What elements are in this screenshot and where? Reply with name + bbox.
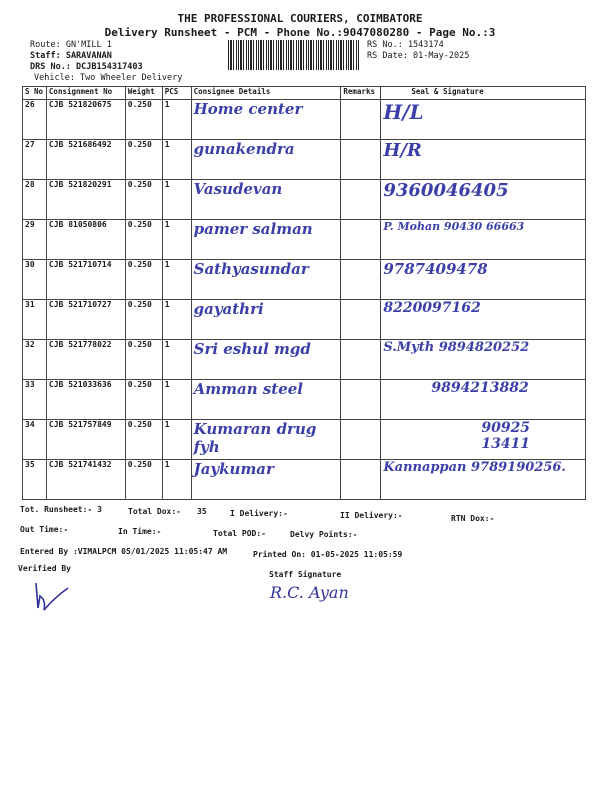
row-sno: 28 xyxy=(23,180,47,220)
row-weight: 0.250 xyxy=(125,220,162,260)
row-consignee: Sathyasundar xyxy=(191,260,341,300)
row-sno: 35 xyxy=(23,460,47,500)
row-pcs: 1 xyxy=(162,340,191,380)
row-sno: 27 xyxy=(23,140,47,180)
entered-by: Entered By :VIMALPCM 05/01/2025 11:05:47 AM xyxy=(20,547,228,556)
row-sno: 34 xyxy=(23,420,47,460)
row-sno: 30 xyxy=(23,260,47,300)
rs-date: RS Date: 01-May-2025 xyxy=(367,51,470,61)
verified-by-label: Verified By xyxy=(18,564,71,573)
table-header-row xyxy=(23,87,586,100)
row-consignment: CJB 521710727 xyxy=(46,300,125,340)
row-remarks xyxy=(341,300,381,340)
staff-signature-label: Staff Signature xyxy=(269,570,342,579)
row-consignment: CJB 521820675 xyxy=(46,100,125,140)
row-pcs: 1 xyxy=(162,100,191,140)
row-seal: H/L xyxy=(381,100,586,140)
row-remarks xyxy=(341,260,381,300)
row-consignment: CJB 521778022 xyxy=(46,340,125,380)
delvy-points-label: Delvy Points:- xyxy=(290,530,358,539)
row-consignment: CJB 521820291 xyxy=(46,180,125,220)
row-remarks xyxy=(341,180,381,220)
row-weight: 0.250 xyxy=(125,420,162,460)
row-seal: 8220097162 xyxy=(381,300,586,340)
table-row xyxy=(23,380,586,420)
row-consignee: gayathri xyxy=(191,300,341,340)
row-consignment: CJB 521033636 xyxy=(46,380,125,420)
staff-signature-image: R.C. Ayan xyxy=(270,583,349,602)
table-row xyxy=(23,300,586,340)
row-consignment: CJB 81050806 xyxy=(46,220,125,260)
row-seal: 90925 13411 xyxy=(381,420,586,460)
row-pcs: 1 xyxy=(162,460,191,500)
staff-label: Staff: SARAVANAN xyxy=(30,51,112,61)
row-sno: 31 xyxy=(23,300,47,340)
row-weight: 0.250 xyxy=(125,460,162,500)
row-seal: H/R xyxy=(381,140,586,180)
row-seal: 9787409478 xyxy=(381,260,586,300)
row-pcs: 1 xyxy=(162,300,191,340)
verified-signature-image xyxy=(28,578,78,618)
row-remarks xyxy=(341,460,381,500)
page-subtitle: Delivery Runsheet - PCM - Phone No.:9047080280 - Page No.:3 xyxy=(104,26,496,39)
row-sno: 32 xyxy=(23,340,47,380)
table-row xyxy=(23,100,586,140)
row-pcs: 1 xyxy=(162,180,191,220)
col-header-pcs: PCS xyxy=(162,87,191,100)
row-sno: 29 xyxy=(23,220,47,260)
row-consignee: pamer salman xyxy=(191,220,341,260)
row-remarks xyxy=(341,340,381,380)
rs-number: RS No.: 1543174 xyxy=(367,40,444,50)
row-remarks xyxy=(341,220,381,260)
row-pcs: 1 xyxy=(162,140,191,180)
row-consignment: CJB 521757849 xyxy=(46,420,125,460)
col-header-consignee: Consignee Details xyxy=(191,87,341,100)
row-seal: 9360046405 xyxy=(381,180,586,220)
row-remarks xyxy=(341,100,381,140)
row-weight: 0.250 xyxy=(125,180,162,220)
total-pod-label: Total POD:- xyxy=(213,529,266,538)
col-header-weight: Weight xyxy=(125,87,162,100)
row-seal: S.Myth 9894820252 xyxy=(381,340,586,380)
total-dox-value: 35 xyxy=(197,507,207,516)
table-row xyxy=(23,180,586,220)
table-row xyxy=(23,260,586,300)
row-consignment: CJB 521686492 xyxy=(46,140,125,180)
row-consignee: gunakendra xyxy=(191,140,341,180)
printed-on: Printed On: 01-05-2025 11:05:59 xyxy=(253,550,403,559)
row-consignee: Amman steel xyxy=(191,380,341,420)
row-weight: 0.250 xyxy=(125,100,162,140)
row-seal: 9894213882 xyxy=(381,380,586,420)
row-pcs: 1 xyxy=(162,260,191,300)
row-sno: 33 xyxy=(23,380,47,420)
row-consignment: CJB 521710714 xyxy=(46,260,125,300)
row-remarks xyxy=(341,380,381,420)
row-consignee: Home center xyxy=(191,100,341,140)
row-remarks xyxy=(341,420,381,460)
row-weight: 0.250 xyxy=(125,140,162,180)
row-weight: 0.250 xyxy=(125,340,162,380)
row-consignment: CJB 521741432 xyxy=(46,460,125,500)
col-header-seal: Seal & Signature xyxy=(381,87,586,100)
vehicle-label: Vehicle: Two Wheeler Delivery xyxy=(34,73,183,83)
row-pcs: 1 xyxy=(162,420,191,460)
runsheet-table xyxy=(22,86,586,500)
col-header-remarks: Remarks xyxy=(341,87,381,100)
table-row xyxy=(23,220,586,260)
row-consignee: Jaykumar xyxy=(191,460,341,500)
row-consignee: Kumaran drug fyh xyxy=(191,420,341,460)
total-dox-label: Total Dox:- xyxy=(128,507,181,516)
col-header-consignment: Consignment No xyxy=(46,87,125,100)
table-row xyxy=(23,340,586,380)
table-row xyxy=(23,420,586,460)
col-header-sno: S No xyxy=(23,87,47,100)
table-row xyxy=(23,140,586,180)
row-consignee: Vasudevan xyxy=(191,180,341,220)
barcode-image xyxy=(228,40,360,70)
rtn-dox-label: RTN Dox:- xyxy=(451,514,495,523)
row-pcs: 1 xyxy=(162,380,191,420)
ii-delivery-label: II Delivery:- xyxy=(340,511,403,520)
row-consignee: Sri eshul mgd xyxy=(191,340,341,380)
row-sno: 26 xyxy=(23,100,47,140)
row-remarks xyxy=(341,140,381,180)
row-seal: Kannappan 9789190256. xyxy=(381,460,586,500)
table-row xyxy=(23,460,586,500)
row-weight: 0.250 xyxy=(125,300,162,340)
row-pcs: 1 xyxy=(162,220,191,260)
row-weight: 0.250 xyxy=(125,380,162,420)
tot-runsheet: Tot. Runsheet:- 3 xyxy=(20,505,102,514)
row-seal: P. Mohan 90430 66663 xyxy=(381,220,586,260)
i-delivery-label: I Delivery:- xyxy=(230,509,288,518)
in-time-label: In Time:- xyxy=(118,527,162,536)
route-label: Route: GN'MILL 1 xyxy=(30,40,112,50)
row-weight: 0.250 xyxy=(125,260,162,300)
out-time-label: Out Time:- xyxy=(20,525,69,534)
page-title: THE PROFESSIONAL COURIERS, COIMBATORE xyxy=(177,12,423,25)
drs-number: DRS No.: DCJB154317403 xyxy=(30,62,143,72)
